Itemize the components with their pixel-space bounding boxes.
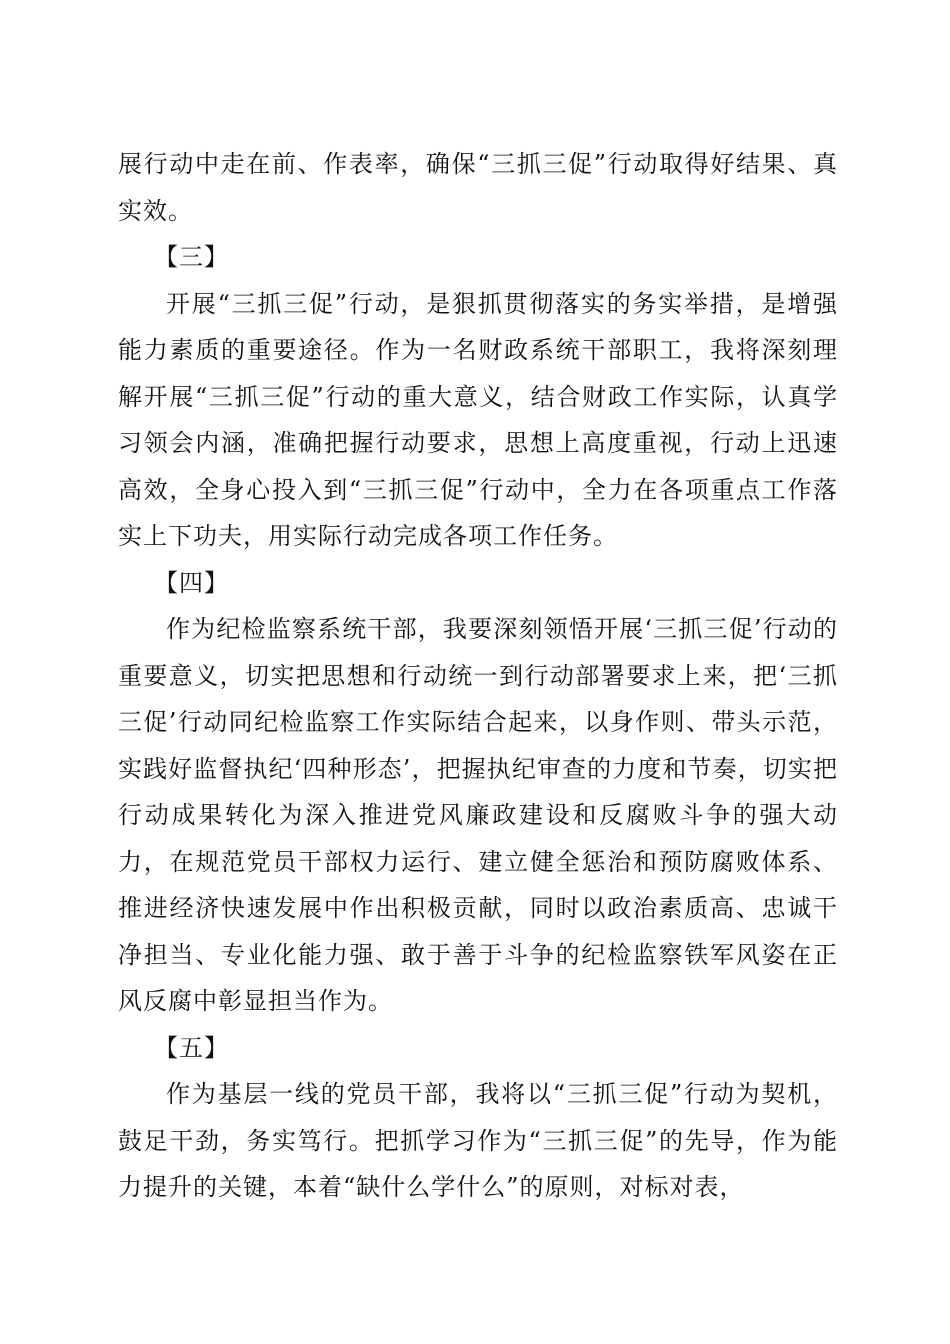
document-body — [118, 141, 838, 1211]
section-heading: 【三】 — [154, 243, 229, 271]
section-paragraph: 作为基层一线的党员干部，我将以“三抓三促”行动为契机，鼓足干劲，务实笃行。把抓学习作为“三抓三促”的先导，作为能力提升的关键，本着“缺什么学什么”的原则，对标对表， — [118, 1080, 838, 1201]
section-three — [118, 234, 838, 560]
section-paragraph: 作为纪检监察系统干部，我要深刻领悟开展‘三抓三促’行动的重要意义，切实把思想和行动统一到行动部署要求上来，把‘三抓三促’行动同纪检监察工作实际结合起来，以身作则、带头示范，实践好监督执纪‘四种形态’，把握执纪审查的力度和节奏，切实把行动成果转化为深入推进党风廉政建设和反腐败斗争的强大动力，在规范党员干部权力运行、建立健全惩治和预防腐败体系、推进经济快速发展中作出积极贡献，同时以政治素质高、忠诚干净担当、专业化能力强、敢于善于斗争的纪检监察铁军风姿在正风反腐中彰显担当作为。 — [118, 615, 838, 1015]
section-four — [118, 560, 838, 1025]
section-heading: 【五】 — [154, 1033, 229, 1062]
intro-paragraph: 展行动中走在前、作表率，确保“三抓三促”行动取得好结果、真实效。 — [118, 150, 838, 225]
section-five — [118, 1025, 838, 1211]
section-heading: 【四】 — [154, 568, 229, 597]
section-paragraph: 开展“三抓三促”行动，是狠抓贯彻落实的务实举措，是增强能力素质的重要途径。作为一名财政系统干部职工，我将深刻理解开展“三抓三促”行动的重大意义，结合财政工作实际，认真学习领会内涵，准确把握行动要求，思想上高度重视，行动上迅速高效，全身心投入到“三抓三促”行动中，全力在各项重点工作落实上下功夫，用实际行动完成各项工作任务。 — [118, 289, 838, 550]
